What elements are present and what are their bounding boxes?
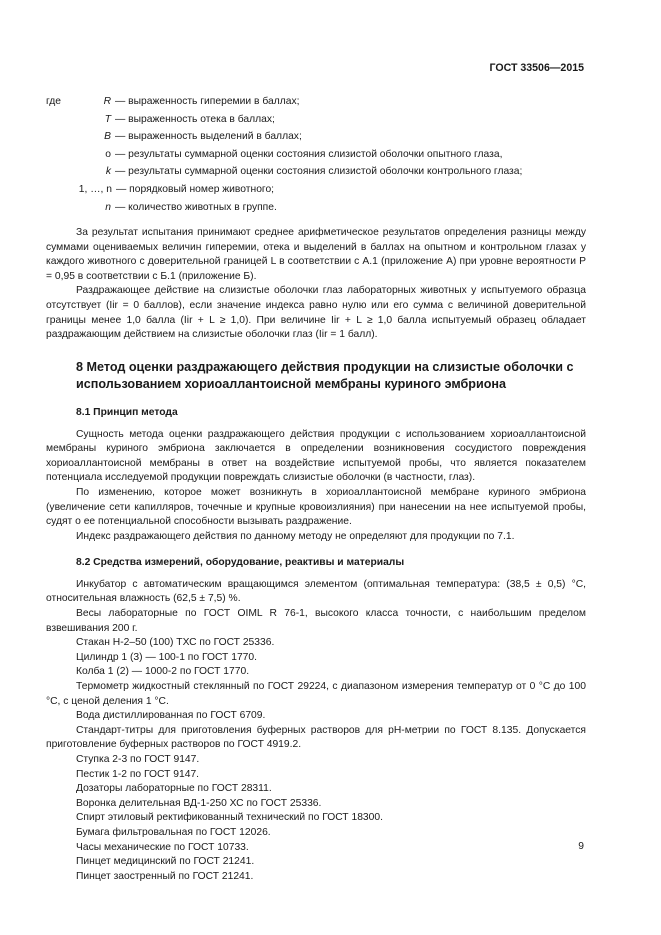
variable-description: — результаты суммарной оценки состояния слизистой оболочки опытного глаза, <box>115 148 503 160</box>
equipment-item: Пинцет заостренный по ГОСТ 21241. <box>76 870 254 882</box>
equipment-item: Колба 1 (2) — 1000-2 по ГОСТ 1770. <box>76 666 250 678</box>
variable-symbol: T <box>104 113 111 125</box>
variable-symbol: k <box>105 166 111 178</box>
page-number: 9 <box>578 841 584 853</box>
equipment-item: Термометр жидкостный стеклянный по ГОСТ 29224, с диапазоном измерения температур от 0 °С до 100 °С, с ценой деления 1 °С. <box>46 681 586 707</box>
equipment-item: Пинцет медицинский по ГОСТ 21241. <box>76 856 255 868</box>
variable-description: — порядковый номер животного; <box>116 183 275 195</box>
equipment-item: Вода дистиллированная по ГОСТ 6709. <box>76 710 266 722</box>
equipment-item: Ступка 2-3 по ГОСТ 9147. <box>76 754 200 765</box>
equipment-item: Стандарт-титры для приготовления буферных растворов для рН-метрии по ГОСТ 8.135. Допускается приготовление буферных растворов по ГОСТ 4919.2. <box>46 724 586 751</box>
variable-symbol: o <box>105 148 111 160</box>
variable-description: — выраженность гиперемии в баллах; <box>115 96 300 107</box>
variable-definitions <box>46 95 606 218</box>
variable-symbol: n <box>105 201 111 213</box>
equipment-item: Бумага фильтровальная по ГОСТ 12026. <box>76 826 271 838</box>
equipment-item: Весы лабораторные по ГОСТ OIML R 76-1, высокого класса точности, с наибольшим пределом взвешивания 200 г. <box>46 608 586 634</box>
variable-symbol: 1, …, n <box>78 183 112 195</box>
paragraph: Индекс раздражающего действия по данному методу не определяют для продукции по 7.1. <box>76 530 515 542</box>
variable-description: — выраженность отека в баллах; <box>115 113 275 125</box>
section-8-title: 8 Метод оценки раздражающего действия продукции на слизистые оболочки с использованием хориоаллантоисной мембраны куриного эмбриона <box>76 359 574 392</box>
equipment-item: Пестик 1-2 по ГОСТ 9147. <box>76 768 200 780</box>
section-8-1-title: 8.1 Принцип метода <box>76 406 178 418</box>
equipment-item: Воронка делительная ВД-1-250 ХС по ГОСТ 25336. <box>76 797 322 809</box>
variable-row <box>46 165 606 183</box>
variable-row <box>46 201 606 219</box>
variable-row <box>46 183 606 201</box>
variable-row <box>46 113 606 131</box>
variable-description: — выраженность выделений в баллах; <box>115 131 302 143</box>
equipment-item: Спирт этиловый ректификованный технический по ГОСТ 18300. <box>76 812 383 824</box>
section-8-2-title: 8.2 Средства измерений, оборудование, реактивы и материалы <box>76 557 405 569</box>
paragraph-result: За результат испытания принимают среднее арифметическое результатов определения разницы между суммами оцениваемых величин гиперемии, отека и выделений в баллах на опытном и контрольном глазах у каждого животного с доверительной границей L в соответствии с А.1 (приложение А) при уровне вероятности P = 0,95 в соответствии с Б.1 (приложение Б). <box>46 227 586 282</box>
paragraph: По изменению, которое может возникнуть в хориоаллантоисной мембране куриного эмбриона (увеличение сети капилляров, точечные и крупные кровоизлияния) при нанесении на нее испытуемой пробы, судят о ее потенциальной способности вызывать раздражение. <box>46 486 586 528</box>
variable-row <box>46 148 606 166</box>
variable-description: — количество животных в группе. <box>115 201 277 213</box>
equipment-item: Часы механические по ГОСТ 10733. <box>76 841 249 853</box>
variable-row <box>46 95 606 113</box>
equipment-item: Дозаторы лабораторные по ГОСТ 28311. <box>76 783 272 795</box>
variable-symbol: B <box>104 131 111 143</box>
equipment-item: Цилиндр 1 (3) — 100-1 по ГОСТ 1770. <box>76 651 257 663</box>
paragraph-irritation: Раздражающее действие на слизистые оболочки глаз лабораторных животных у испытуемого образца отсутствует (Iir = 0 баллов), если значение индекса равно нулю или его сумма с величиной доверительной границы менее 1,0 балла (Iir + L ≥ 1,0). При величине Iir + L ≥ 1,0 балла испытуемый образец обладает раздражающим действием на слизистые оболочки глаз (Iir = 1 балл). <box>46 285 586 341</box>
variable-description: — результаты суммарной оценки состояния слизистой оболочки контрольного глаза; <box>115 166 523 178</box>
where-label: где <box>46 96 62 107</box>
paragraph: Сущность метода оценки раздражающего действия продукции с использованием хориоаллантоисной мембраны куриного эмбриона заключается в определении возникновения сосудистого повреждения хориоаллантоисной мембраны в ответ на воздействие испытуемой пробы, что является показателем потенциала исследуемой продукции повреждать слизистые оболочки (в частности, глаз). <box>46 428 586 484</box>
equipment-item: Инкубатор с автоматическим вращающимся элементом (оптимальная температура: (38,5 ± 0,5) °С, относительная влажность (62,5 ± 7,5) %. <box>46 578 586 605</box>
variable-symbol: R <box>103 96 111 107</box>
variable-row <box>46 130 606 148</box>
document-code: ГОСТ 33506—2015 <box>489 62 584 74</box>
equipment-item: Стакан Н-2–50 (100) ТХС по ГОСТ 25336. <box>76 637 275 649</box>
main-text <box>46 226 586 884</box>
